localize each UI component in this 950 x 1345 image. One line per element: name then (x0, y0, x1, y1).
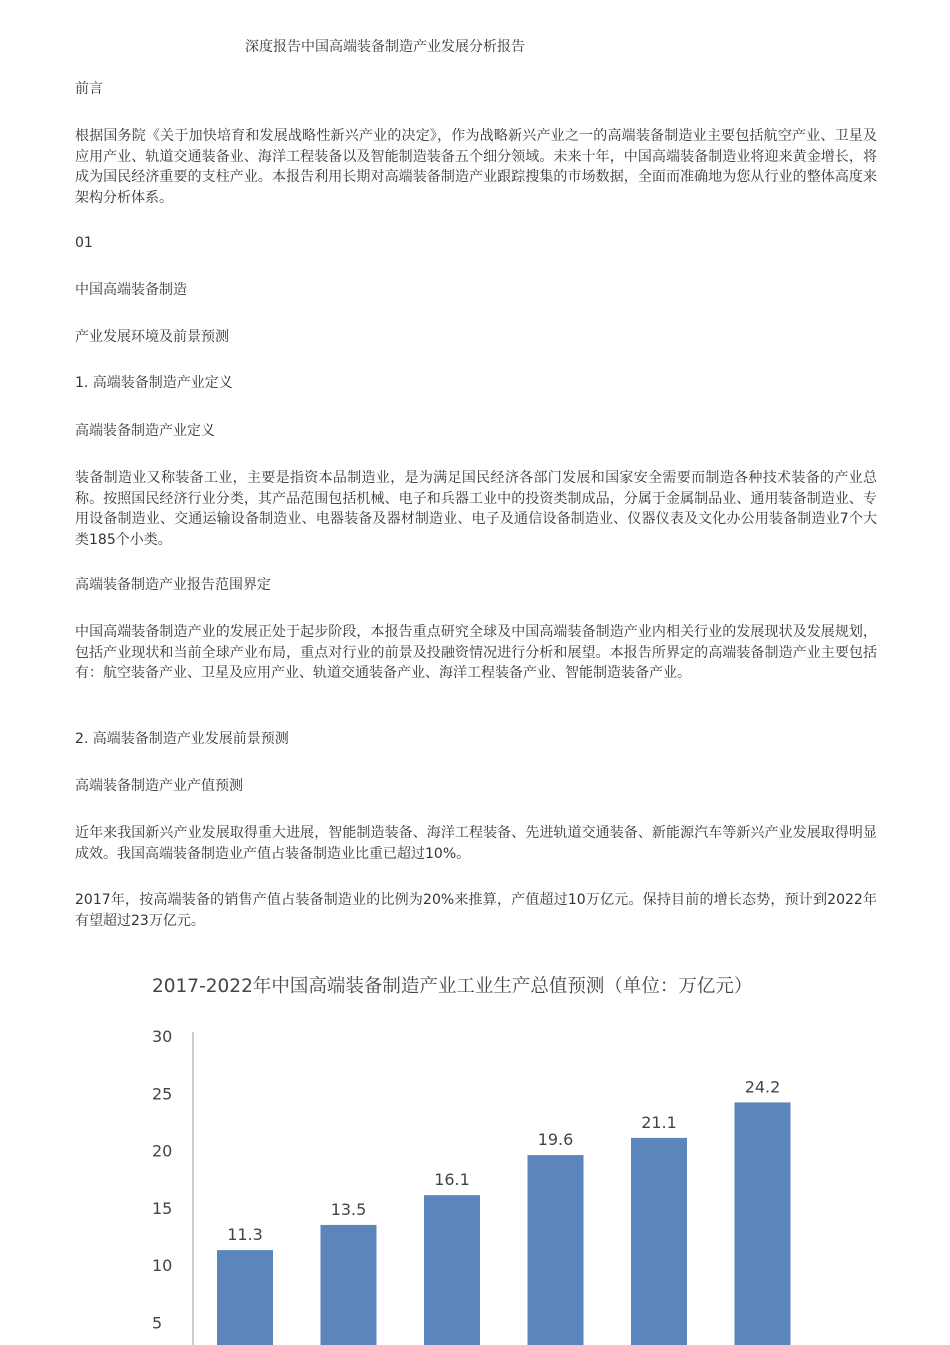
y-tick-label: 30 (152, 1027, 173, 1046)
bar-2021 (631, 1138, 687, 1345)
bar-data-label: 21.1 (641, 1112, 677, 1132)
section-number: 01 (75, 235, 93, 251)
bar-2022 (735, 1102, 791, 1345)
bar-2019 (424, 1195, 480, 1345)
bar-2017 (217, 1250, 273, 1345)
definition-paragraph: 装备制造业又称装备工业，主要是指资本品制造业，是为满足国民经济各部门发展和国家安全需要而制造各种技术装备的产业总称。按照国民经济行业分类，其产品范围包括机械、电子和兵器工业中的投资类制成品，分属于金属制品业、通用装备制造业、专用设备制造业、交通运输设备制造业、电器装备及器材制造业、电子及通信设备制造业、仪器仪表及文化办公用装备制造业7个大类185个小类。 (75, 470, 877, 548)
preface-heading: 前言 (75, 81, 103, 97)
bar-data-labels (227, 1077, 780, 1244)
bar-data-label: 19.6 (537, 1130, 574, 1150)
y-tick-label: 5 (152, 1313, 163, 1333)
preface-paragraph: 根据国务院《关于加快培育和发展战略性新兴产业的决定》，作为战略新兴产业之一的高端装备制造业主要包括航空产业、卫星及应用产业、轨道交通装备业、海洋工程装备以及智能制造装备五个细分领域。未来十年，中国高端装备制造业将迎来黄金增长，将成为国民经济重要的支柱产业。本报告利用长期对高端装备制造产业跟踪搜集的市场数据，全面而准确地为您从行业的整体高度来架构分析体系。 (75, 128, 877, 206)
document-title: 深度报告中国高端装备制造产业发展分析报告 (245, 39, 525, 55)
bar-series (217, 1102, 791, 1345)
bar-data-label: 11.3 (227, 1225, 263, 1245)
subheading-output-forecast: 高端装备制造产业产值预测 (75, 778, 243, 794)
heading-forecast: 2. 高端装备制造产业发展前景预测 (75, 731, 289, 747)
bar-data-label: 16.1 (434, 1170, 470, 1190)
output-forecast-bar-chart (140, 960, 820, 1345)
y-tick-label: 20 (152, 1141, 173, 1161)
heading-definition: 1. 高端装备制造产业定义 (75, 375, 233, 391)
scope-paragraph: 中国高端装备制造产业的发展正处于起步阶段，本报告重点研究全球及中国高端装备制造产业内相关行业的发展现状及发展规划，包括产业现状和当前全球产业布局，重点对行业的前景及投融资情况进行分析和展望。本报告所界定的高端装备制造产业主要包括有：航空装备产业、卫星及应用产业、轨道交通装备产业、海洋工程装备产业、智能制造装备产业。 (75, 624, 877, 681)
bar-2020 (528, 1155, 584, 1345)
y-tick-label: 25 (152, 1084, 173, 1104)
estimate-paragraph: 2017年，按高端装备的销售产值占装备制造业的比例为20%来推算，产值超过10万亿元。保持目前的增长态势，预计到2022年有望超过23万亿元。 (75, 892, 877, 929)
y-tick-label: 10 (152, 1256, 173, 1275)
section-subtitle: 产业发展环境及前景预测 (75, 329, 229, 345)
subheading-definition: 高端装备制造产业定义 (75, 423, 215, 439)
y-tick-label: 15 (152, 1198, 173, 1218)
bar-2018 (321, 1225, 377, 1345)
y-tick-labels (152, 1027, 172, 1332)
progress-paragraph: 近年来我国新兴产业发展取得重大进展，智能制造装备、海洋工程装备、先进轨道交通装备、新能源汽车等新兴产业发展取得明显成效。我国高端装备制造业产值占装备制造业比重已超过10%。 (75, 825, 877, 862)
bar-data-label: 13.5 (330, 1199, 367, 1219)
section-title: 中国高端装备制造 (75, 282, 187, 298)
subheading-scope: 高端装备制造产业报告范围界定 (75, 577, 271, 593)
chart-title: 2017-2022年中国高端装备制造产业工业生产总值预测（单位：万亿元） (152, 976, 753, 997)
bar-data-label: 24.2 (744, 1077, 781, 1097)
